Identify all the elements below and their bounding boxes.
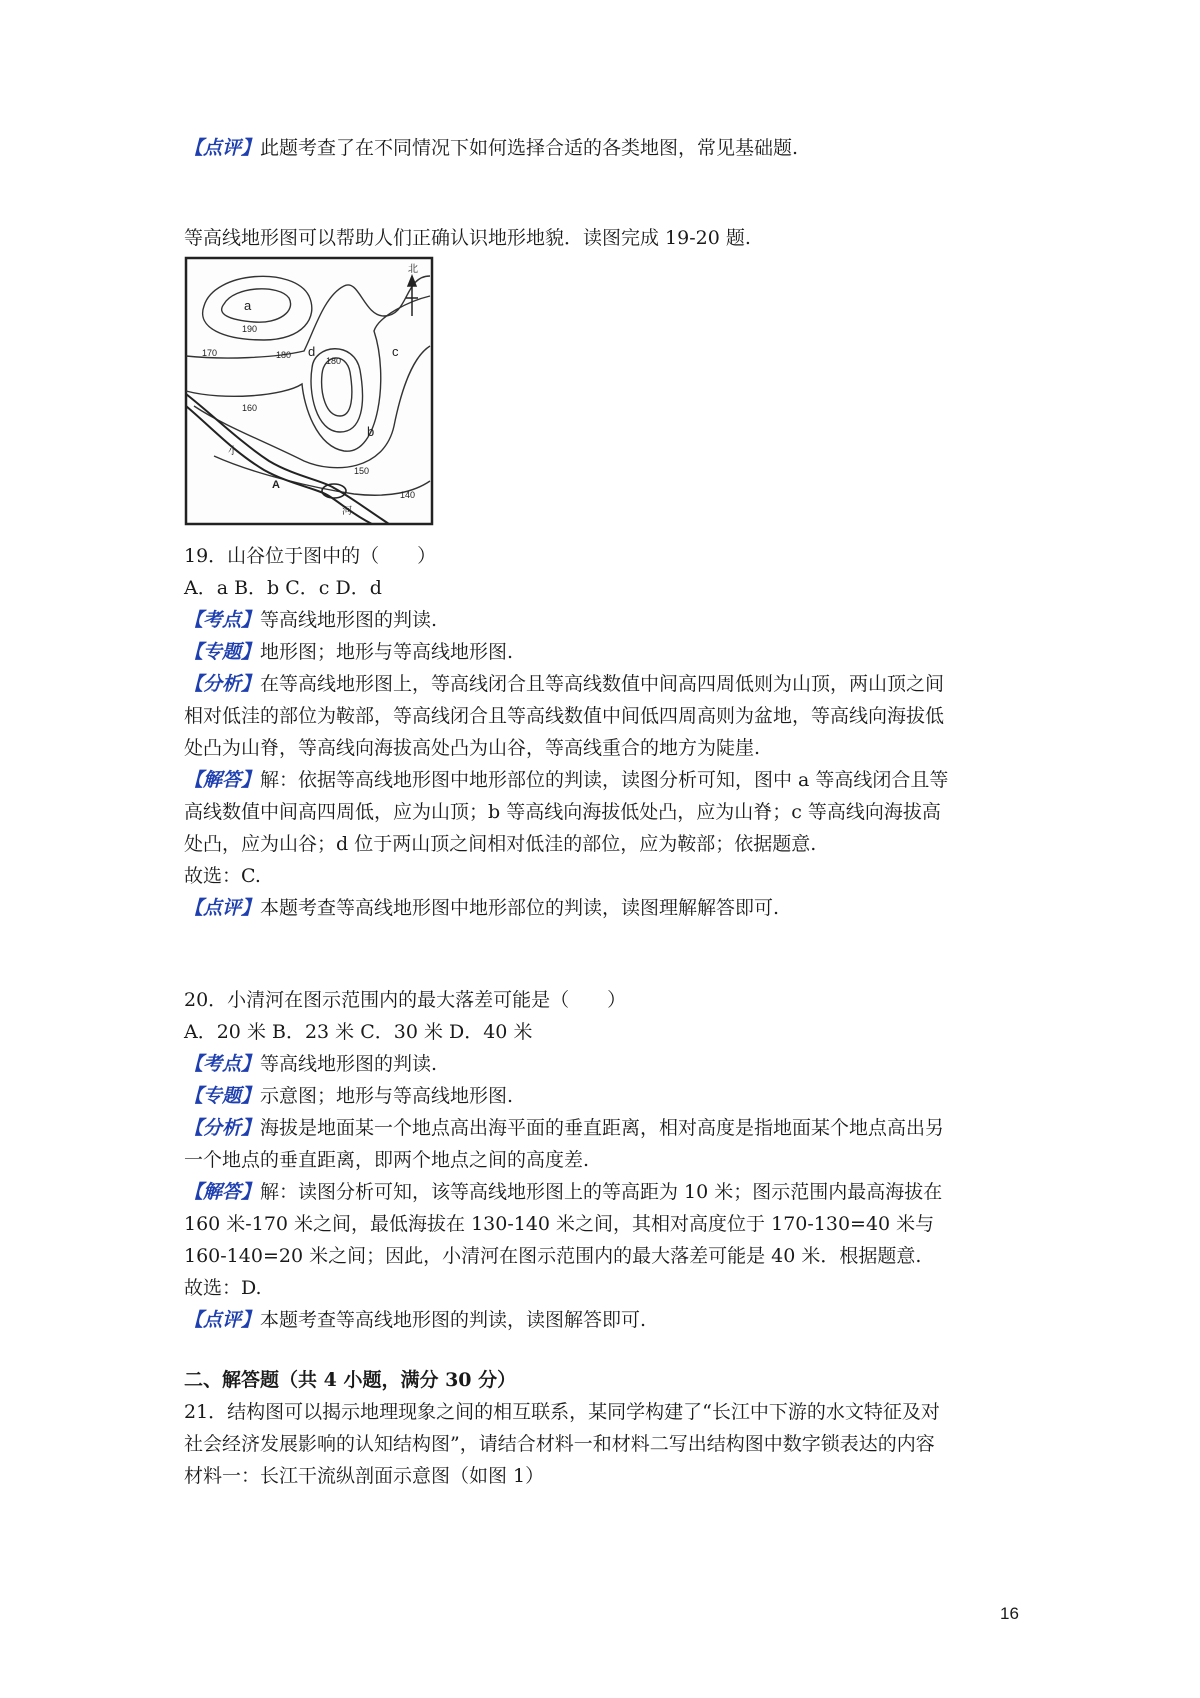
comment-prev: 【点评】此题考查了在不同情况下如何选择合适的各类地图，常见基础题. [184,137,799,159]
river-label-2: 河 [342,506,352,517]
q20-fenxi-2: 一个地点的垂直距离，即两个地点之间的高度差. [184,1149,590,1171]
intro-text: 等高线地形图可以帮助人们正确认识地形地貌．读图完成 19-20 题. [184,227,751,249]
q20-jieda-1: 【解答】解：读图分析可知，该等高线地形图上的等高距为 10 米；图示范围内最高海拔在 [184,1181,943,1203]
contour-map [184,256,434,536]
contour-label-150: 150 [354,466,370,476]
contour-label-140: 140 [400,490,416,500]
q19-options: A．a B．b C．c D．d [184,577,382,599]
river-label-1: 小 [228,446,238,457]
contour-label-170: 170 [202,348,218,358]
q19-jieda-2: 高线数值中间高四周低，应为山顶；b 等高线向海拔低处凸，应为山脊；c 等高线向海拔高 [184,801,941,823]
q20-zhuanti: 【专题】示意图；地形与等高线地形图. [184,1085,514,1107]
contour-label-180b: 180 [326,356,342,366]
q19-jieda-1: 【解答】解：依据等高线地形图中地形部位的判读，读图分析可知，图中 a 等高线闭合且等 [184,769,949,791]
north-label: 北 [408,264,418,275]
q21-line-3: 材料一：长江干流纵剖面示意图（如图 1） [184,1465,545,1487]
q20-options: A．20 米 B．23 米 C．30 米 D．40 米 [184,1021,533,1043]
tag-dianping: 【点评】 [184,137,261,159]
q20-jieda-3: 160-140=20 米之间；因此，小清河在图示范围内的最大落差可能是 40 米．根据题意. [184,1245,922,1267]
q19-kaodian: 【考点】等高线地形图的判读. [184,609,438,631]
label-A: A [272,479,280,491]
q21-line-1: 21．结构图可以揭示地理现象之间的相互联系，某同学构建了“长江中下游的水文特征及对 [184,1401,940,1423]
q20-jieda-2: 160 米-170 米之间，最低海拔在 130-140 米之间，其相对高度位于 170-130=40 米与 [184,1213,935,1235]
label-c: c [392,344,399,359]
q21-line-2: 社会经济发展影响的认知结构图”，请结合材料一和材料二写出结构图中数字锁表达的内容 [184,1433,935,1455]
q19-fenxi-3: 处凸为山脊，等高线向海拔高处凸为山谷，等高线重合的地方为陡崖. [184,737,761,759]
q20-kaodian: 【考点】等高线地形图的判读. [184,1053,438,1075]
q19-fenxi-1: 【分析】在等高线地形图上，等高线闭合且等高线数值中间高四周低则为山顶，两山顶之间 [184,673,945,695]
contour-label-160: 160 [242,403,258,413]
label-b: b [367,424,375,439]
label-d: d [308,344,316,359]
q20-dianping: 【点评】本题考查等高线地形图的判读，读图解答即可. [184,1309,647,1331]
page-number: 16 [1000,1604,1019,1623]
q20-stem: 20．小清河在图示范围内的最大落差可能是（ ） [184,989,627,1011]
label-a: a [244,298,252,313]
q19-fenxi-2: 相对低洼的部位为鞍部，等高线闭合且等高线数值中间低四周高则为盆地，等高线向海拔低 [184,705,945,727]
contour-label-180a: 180 [276,350,292,360]
q20-answer: 故选：D. [184,1277,262,1299]
section-title: 二、解答题（共 4 小题，满分 30 分） [184,1369,517,1391]
q19-stem: 19．山谷位于图中的（ ） [184,545,437,567]
q19-dianping: 【点评】本题考查等高线地形图中地形部位的判读，读图理解解答即可. [184,897,780,919]
q19-jieda-3: 处凸，应为山谷；d 位于两山顶之间相对低洼的部位，应为鞍部；依据题意. [184,833,817,855]
q19-answer: 故选：C. [184,865,261,887]
contour-label-190: 190 [242,324,258,334]
q19-zhuanti: 【专题】地形图；地形与等高线地形图. [184,641,514,663]
q20-fenxi-1: 【分析】海拔是地面某一个地点高出海平面的垂直距离，相对高度是指地面某个地点高出另 [184,1117,945,1139]
